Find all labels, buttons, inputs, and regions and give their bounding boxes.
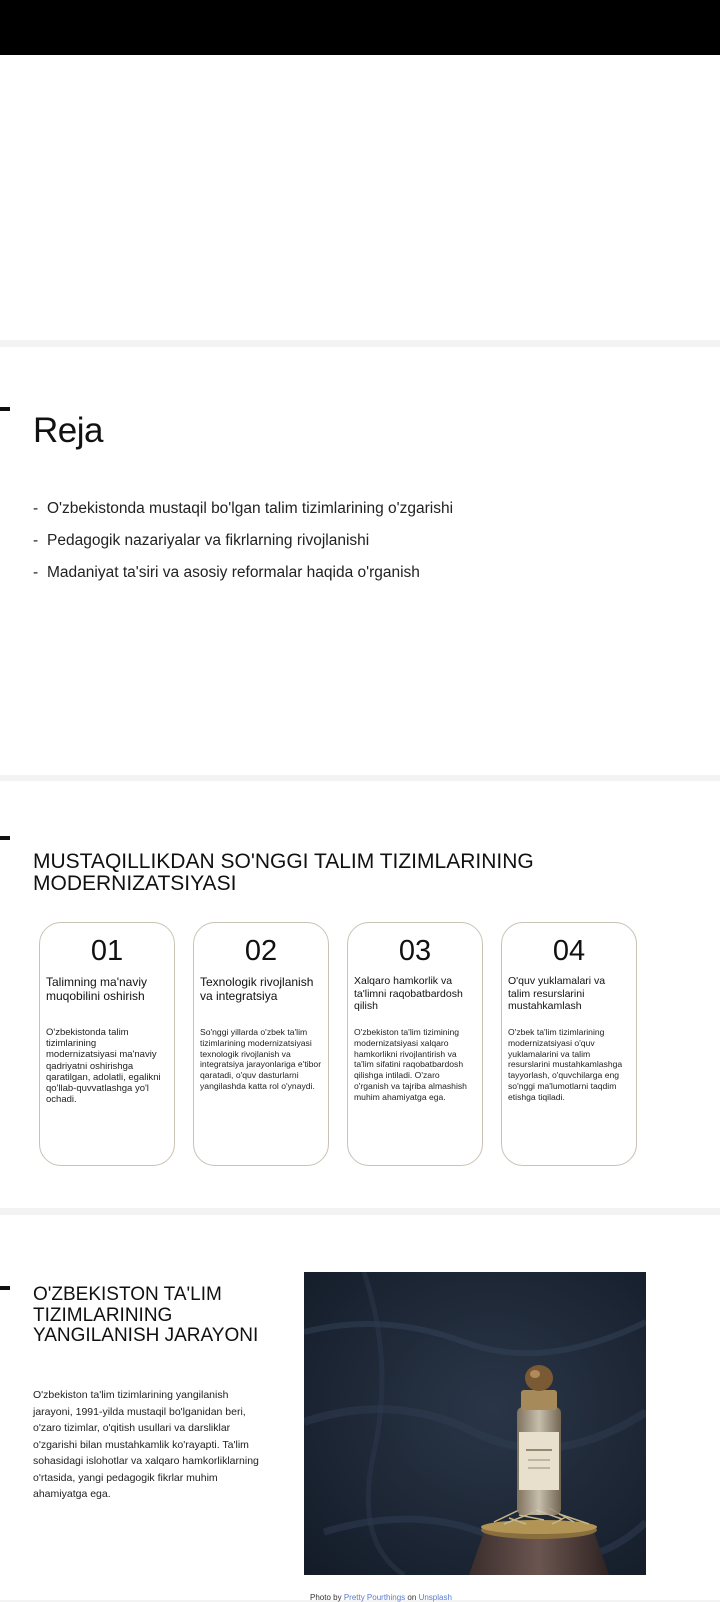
agenda-item — [33, 499, 453, 531]
credit-middle: on — [407, 1593, 417, 1602]
agenda-item-text: Madaniyat ta'siri va asosiy reformalar haqida o'rganish — [47, 564, 420, 581]
card-title: O'quv yuklamalari va talim resurslarini mustahkamlash — [508, 975, 606, 1012]
slide-renewal — [0, 1215, 720, 1600]
agenda-item — [33, 531, 453, 563]
card-03 — [347, 922, 483, 1166]
bullet-dash: - — [33, 500, 39, 517]
card-title: Talimning ma'naviy muqobilini oshirish — [46, 975, 147, 1003]
card-description: O'zbek ta'lim tizimlarining modernizatsiyasi o'quv yuklamalarini va talim resurslarini mustahkamlashga tayyorlash, o'quvchilarga eng so'nggi ma'lumotlarni taqdim etishga tiqiladi. — [508, 1027, 623, 1102]
bottle-photo — [304, 1272, 646, 1575]
agenda-list — [33, 499, 453, 595]
card-number: 02 — [244, 935, 278, 967]
card-description: So'nggi yillarda o'zbek ta'lim tizimlarining modernizatsiyasi texnologik rivojlanish va integratsiya jarayonlariga e'tibor qaratadi, o'quv dasturlarni yangilashda katta rol o'ynaydi. — [200, 1027, 322, 1091]
card-number: 01 — [90, 935, 124, 967]
card-title: Texnologik rivojlanish va integratsiya — [200, 975, 314, 1003]
slide-marker — [0, 1286, 10, 1290]
slide-reja — [0, 347, 720, 775]
card-02 — [193, 922, 329, 1166]
photo-credit — [310, 1593, 452, 1602]
card-04 — [501, 922, 637, 1166]
bullet-dash: - — [33, 564, 39, 581]
agenda-item-text: Pedagogik nazariyalar va fikrlarning rivojlanishi — [47, 532, 370, 549]
card-description: O'zbekiston ta'lim tizimining modernizatsiyasi xalqaro hamkorlikni rivojlantirish va ta'lim sifatini raqobatbardosh qilishga intiladi. O'zaro o'rganish va tajriba almashish muhim ahamiyatga ega. — [354, 1027, 467, 1102]
renewal-title: O'ZBEKISTON TA'LIM TIZIMLARINING YANGILANISH JARAYONI — [33, 1284, 259, 1346]
card-01 — [39, 922, 175, 1166]
modernization-title: MUSTAQILLIKDAN SO'NGGI TALIM TIZIMLARINING MODERNIZATSIYASI — [33, 850, 534, 895]
bullet-dash: - — [33, 532, 39, 549]
slide-blank — [0, 55, 720, 340]
credit-site-link[interactable]: Unsplash — [418, 1593, 452, 1602]
card-number: 03 — [398, 935, 432, 967]
slide-marker — [0, 836, 10, 840]
reja-title: Reja — [33, 411, 103, 450]
card-number: 04 — [552, 935, 586, 967]
renewal-paragraph: O'zbekiston ta'lim tizimlarining yangilanish jarayoni, 1991-yilda mustaqil bo'lganidan beri, o'zaro tizimlar, o'qitish usullari va darsliklar o'zgarishi bilan mustahkamlik ko'rayapti. Ta'lim sohasidagi islohotlar va xalqaro hamkorliklarning o'rtasida, yangi pedagogik fikrlar muhim ahamiyatga ega. — [33, 1389, 259, 1500]
card-description: O'zbekistonda talim tizimlarining modernizatsiyasi ma'naviy qadriyatni oshirishga qaratilgan, adolatli, egalikni qo'llab-quvvatlashga yo'l ochadi. — [46, 1027, 161, 1106]
slide-marker — [0, 407, 10, 411]
top-bar — [0, 0, 720, 55]
card-title: Xalqaro hamkorlik va ta'limni raqobatbardosh qilish — [354, 975, 463, 1012]
credit-author-link[interactable]: Pretty Pourthings — [343, 1593, 406, 1602]
credit-prefix: Photo by — [310, 1593, 342, 1602]
slide-modernization — [0, 781, 720, 1208]
agenda-item — [33, 563, 453, 595]
agenda-item-text: O'zbekistonda mustaqil bo'lgan talim tizimlarining o'zgarishi — [47, 500, 454, 517]
